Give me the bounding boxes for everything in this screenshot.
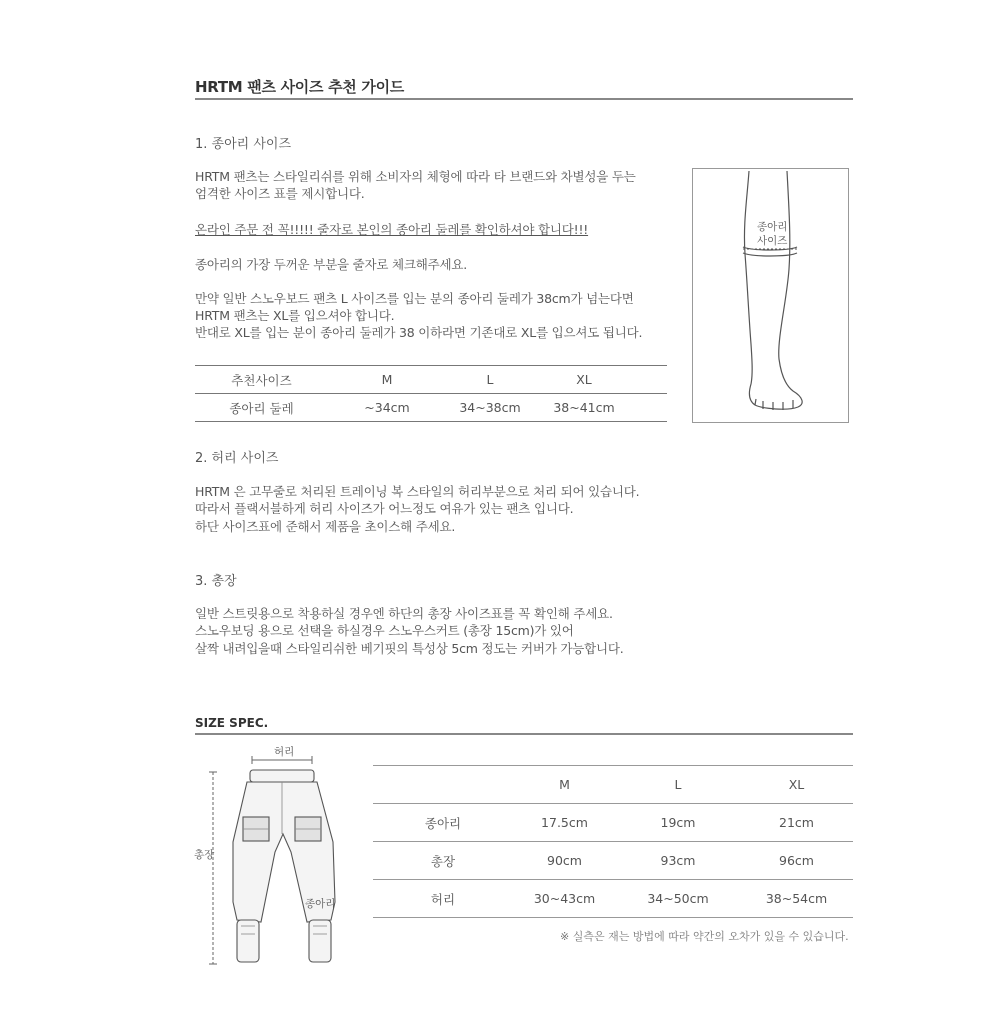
pants-diagram <box>195 742 365 967</box>
table-cell: ~34cm <box>328 394 446 422</box>
table-cell: M <box>513 766 616 804</box>
spec-divider <box>195 733 853 735</box>
calf-label-1: 종아리 <box>757 221 788 233</box>
leg-drawing <box>693 169 848 422</box>
table-cell: M <box>328 366 446 394</box>
section3-line1: 일반 스트릿용으로 착용하실 경우엔 하단의 총장 사이즈표를 꼭 확인해 주세요. <box>195 606 613 621</box>
section2-heading: 2. 허리 사이즈 <box>195 451 279 466</box>
section3-line3: 살짝 내려입을때 스타일리쉬한 베기핏의 특성상 5cm 정도는 커버가 가능합니다. <box>195 641 624 656</box>
calf-illustration <box>692 168 849 423</box>
table-cell: L <box>446 366 534 394</box>
calf-diagram-label: 종아리 <box>305 898 336 910</box>
table-row <box>373 804 853 842</box>
page-title: HRTM 팬츠 사이즈 추천 가이드 <box>195 78 404 96</box>
table-cell: XL <box>534 366 634 394</box>
section1-para1-line1: HRTM 팬츠는 스타일리쉬를 위해 소비자의 체형에 따라 타 브랜드와 차별성을 두는 <box>195 169 636 184</box>
table-row <box>373 880 853 918</box>
section1-heading: 1. 종아리 사이즈 <box>195 137 292 152</box>
table-cell: 총장 <box>373 842 513 880</box>
length-label: 총장 <box>194 849 215 861</box>
table-row <box>195 366 667 394</box>
table-cell: L <box>616 766 740 804</box>
section3-line2: 스노우보딩 용으로 선택을 하실경우 스노우스커트 (총장 15cm)가 있어 <box>195 623 574 638</box>
section2-line3: 하단 사이즈표에 준해서 제품을 초이스해 주세요. <box>195 519 456 534</box>
table-cell <box>634 366 667 394</box>
section2-line1: HRTM 은 고무줄로 처리된 트레이닝 복 스타일의 허리부분으로 처리 되어 있습니다. <box>195 484 640 499</box>
measurement-note: ※ 실측은 재는 방법에 따라 약간의 오차가 있을 수 있습니다. <box>560 930 849 943</box>
table-cell: 96cm <box>740 842 853 880</box>
table-cell: 90cm <box>513 842 616 880</box>
table-cell: 30~43cm <box>513 880 616 918</box>
section1-para2: 종아리의 가장 두꺼운 부분을 줄자로 체크해주세요. <box>195 257 468 272</box>
waist-label: 허리 <box>274 746 295 758</box>
table-row <box>195 394 667 422</box>
table-cell: 19cm <box>616 804 740 842</box>
table-cell: 17.5cm <box>513 804 616 842</box>
section1-warning: 온라인 주문 전 꼭!!!!! 줄자로 본인의 종아리 둘레를 확인하셔야 합니다!!! <box>195 222 589 237</box>
table-cell: 종아리 둘레 <box>195 394 328 422</box>
section2-line2: 따라서 플랙서블하게 허리 사이즈가 어느정도 여유가 있는 팬츠 입니다. <box>195 501 574 516</box>
table-cell: XL <box>740 766 853 804</box>
table-cell: 34~38cm <box>446 394 534 422</box>
title-divider <box>195 98 853 100</box>
table-cell: 허리 <box>373 880 513 918</box>
table-cell: 34~50cm <box>616 880 740 918</box>
table-cell <box>634 394 667 422</box>
table-cell: 추천사이즈 <box>195 366 328 394</box>
section3-heading: 3. 총장 <box>195 574 237 589</box>
table-cell: 21cm <box>740 804 853 842</box>
spec-title: SIZE SPEC. <box>195 716 269 730</box>
table-row <box>373 766 853 804</box>
section1-para3-line1: 만약 일반 스노우보드 팬츠 L 사이즈를 입는 분의 종아리 둘레가 38cm가 넘는다면 <box>195 291 634 306</box>
size-spec-table <box>373 765 853 918</box>
table-row <box>373 842 853 880</box>
section1-para1-line2: 엄격한 사이즈 표를 제시합니다. <box>195 186 365 201</box>
table-cell: 38~54cm <box>740 880 853 918</box>
section1-para3-line3: 반대로 XL를 입는 분이 종아리 둘레가 38 이하라면 기존대로 XL를 입으셔도 됩니다. <box>195 325 643 340</box>
table-cell: 종아리 <box>373 804 513 842</box>
recommend-table <box>195 365 667 422</box>
section1-para3-line2: HRTM 팬츠는 XL를 입으셔야 합니다. <box>195 308 395 323</box>
pants-drawing <box>195 742 365 967</box>
table-cell: 93cm <box>616 842 740 880</box>
table-cell: 38~41cm <box>534 394 634 422</box>
table-cell <box>373 766 513 804</box>
calf-label-2: 사이즈 <box>757 235 788 247</box>
